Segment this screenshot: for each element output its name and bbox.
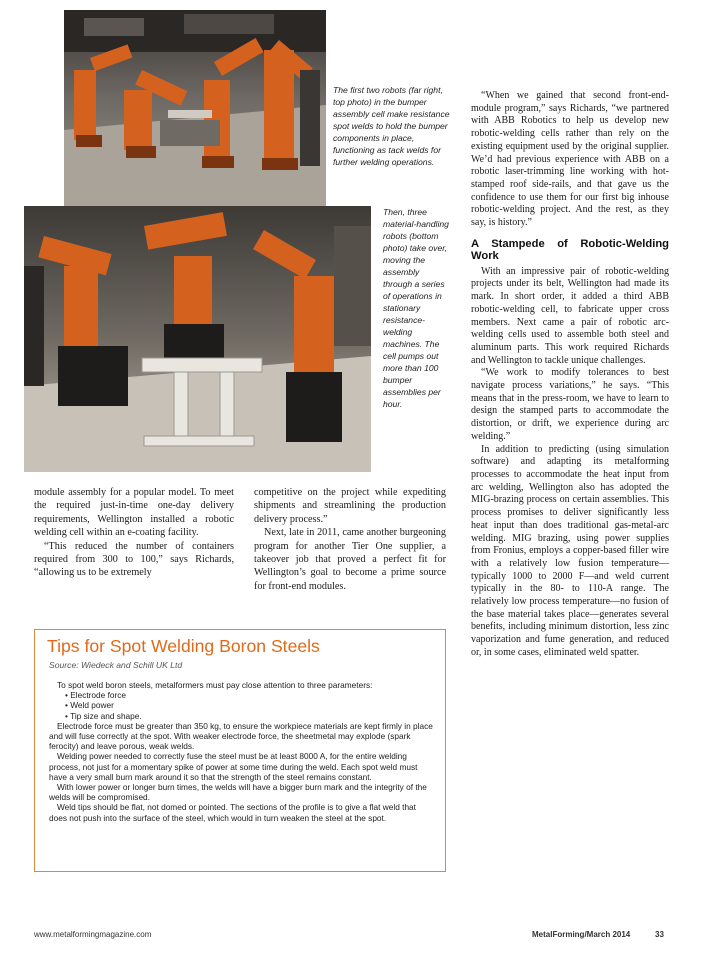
top-photo-caption: The first two robots (far right, top photo) in the bumper assembly cell make resistance spot welds to hold the bumper components in place, functioning as tack welds for further welding operations. — [333, 85, 450, 167]
body-paragraph: In addition to predicting (using simulation software) and adapting its metalforming processes to accommodate the heat input from arc welding, Wellington also has adopted the MIG-brazing process on certain assemblies. This process promises to deliver significantly less heat input than does traditional gas-metal-arc welding. MIG brazing, using power supplies from Fronius, employs a copper-based filler wire with a relatively low fusion temperature—typically 1000 to 2000 F—and weld current typically in the 80- to 110-A range. The relatively low process temperature—no fusion of the base material takes place—generates several benefits, including minimum distortion, less zinc vaporization and fume generation, and reduced or, in some cases, eliminated weld spatter. — [471, 443, 669, 658]
tips-intro: To spot weld boron steels, metalformers must pay close attention to three parameters: — [57, 680, 373, 690]
body-paragraph: “This reduced the number of containers required from 300 to 100,” says Richards, “allowing us to be extremely — [34, 540, 234, 579]
tips-bullet: • Electrode force — [65, 690, 435, 700]
footer-website: www.metalformingmagazine.com — [34, 930, 152, 939]
bottom-photo-material-handling-robots — [24, 206, 371, 472]
top-photo-robot-welding-cell — [64, 10, 326, 206]
tips-bullet-list — [49, 690, 435, 721]
tips-paragraph: Electrode force must be greater than 350 kg, to ensure the workpiece materials are kept firmly in place and will fuse correctly at the spot. With weaker electrode force, the sheetmetal may explode (spark ferocity) and leave porous, weak welds. — [49, 720, 433, 752]
body-paragraph: “We work to modify tolerances to best navigate process variations,” he says. “This means that in the press-room, we have to learn to design the stamped parts to accommodate the distortion, or drift, we experience during arc welding.” — [471, 367, 669, 442]
tips-sidebar-box — [34, 629, 446, 872]
body-paragraph: With an impressive pair of robotic-welding projects under its belt, Wellington had made its mark. In short order, it added a third ABB robotic-welding cell, to fabricate upper cross members. Next came a pair of robotic arc-welding cells used to assemble both steel and aluminum parts. This work required Richards and Wellington to tackle unique challenges. — [471, 265, 669, 366]
tips-paragraph: Weld tips should be flat, not domed or pointed. The sections of the profile is to give a flat weld that does not push into the surface of the steel, which would in turn weaken the steel at the spot. — [49, 802, 416, 823]
tips-title: Tips for Spot Welding Boron Steels — [47, 636, 320, 656]
left-column-text — [34, 486, 234, 580]
tips-paragraph: Welding power needed to correctly fuse the steel must be at least 8000 A, for the entire welding process, not just for a momentary spike of power at some time during the weld. Each spot weld must have a very small burn mark around it so that the strength of the steel remains constant. — [49, 751, 418, 782]
body-paragraph: competitive on the project while expediting shipments and streamlining the production delivery process.” — [254, 487, 446, 525]
tips-source: Source: Wiedeck and Schill UK Ltd — [49, 660, 183, 670]
tips-bullet: • Weld power — [65, 700, 435, 710]
right-column-text — [471, 90, 669, 660]
tips-paragraph: With lower power or longer burn times, the welds will have a bigger burn mark and the integrity of the welds will be compromised. — [49, 782, 427, 803]
tips-bullet: • Tip size and shape. — [65, 711, 435, 721]
body-paragraph: module assembly for a popular model. To meet the required just-in-time one-day delivery requirements, Wellington installed a robotic welding cell within an e-coating facility. — [34, 487, 234, 539]
bottom-photo-caption: Then, three material-handling robots (bottom photo) take over, moving the assembly through a series of operations in stationary resistance-welding machines. The cell pumps out more than 100 bumper assemblies per hour. — [383, 207, 449, 409]
footer-issue: MetalForming/March 2014 — [532, 930, 631, 939]
body-paragraph: Next, late in 2011, came another burgeoning program for another Tier One supplier, a takeover job that proved a perfect fit for Wellington’s goal to become a prime source for front-end modules. — [254, 527, 446, 592]
footer-page-number: 33 — [655, 930, 664, 939]
body-paragraph: “When we gained that second front-end-module program,” says Richards, “we partnered with ABB Robotics to help us develop new robotic-welding cells rather than rely on the existing equipment used by the original supplier. We’d had previous experience with ABB on a robotic laser-trimming line working with hot-stamped roof side-rails, and that gave us the confidence to use them for our first big inhouse robotic-welding project. And the rest, as they say, is history.” — [471, 90, 669, 229]
middle-column-text — [254, 486, 446, 593]
section-subhead: A Stampede of Robotic-Welding Work — [471, 237, 669, 263]
tips-body — [49, 680, 435, 823]
